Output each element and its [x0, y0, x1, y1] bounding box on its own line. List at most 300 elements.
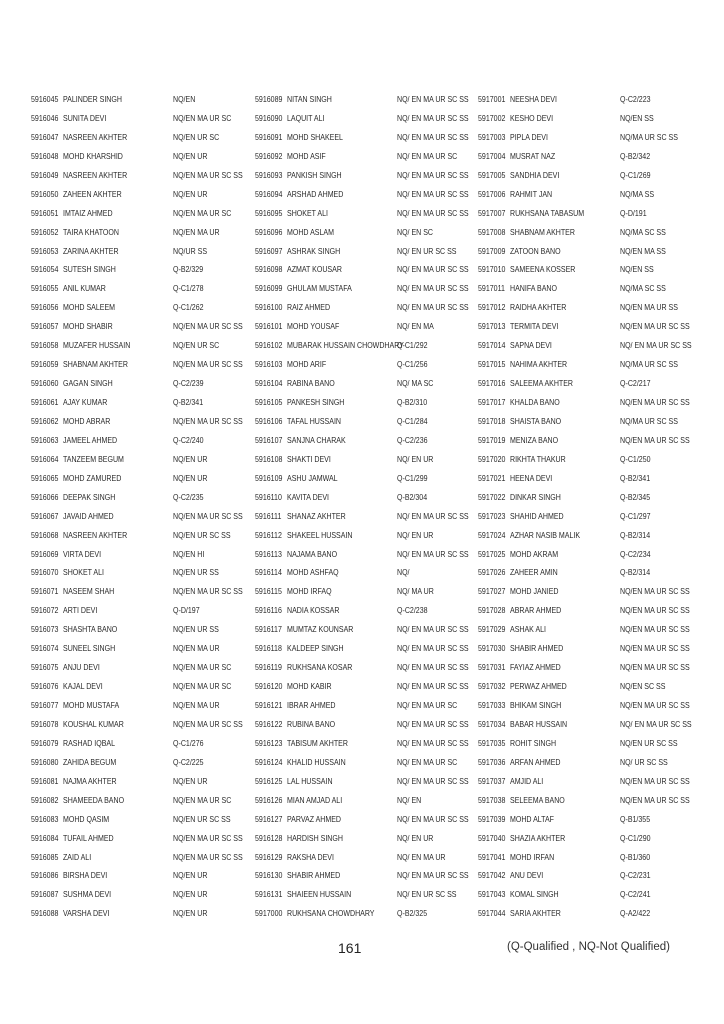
result-code: NQ/EN SC SS [620, 682, 666, 692]
candidate-name: SHABNAM AKHTER [63, 360, 128, 370]
table-row [255, 795, 480, 814]
table-row [478, 416, 703, 435]
table-row [31, 340, 256, 359]
candidate-name: NAJAMA BANO [287, 549, 338, 559]
table-row [31, 586, 256, 605]
result-code: Q-C2/231 [620, 871, 651, 881]
page-number: 161 [338, 940, 362, 956]
table-row [255, 170, 480, 189]
result-code: Q-C2/234 [620, 549, 651, 559]
roll-number: 5916075 [31, 663, 59, 673]
candidate-name: KHALDA BANO [510, 398, 560, 407]
result-code: NQ/EN MA UR [173, 227, 220, 237]
result-code: NQ/EN UR SC SS [173, 814, 231, 824]
table-row [478, 246, 703, 265]
candidate-name: FAYIAZ AHMED [510, 663, 561, 673]
result-code: NQ/MA UR SC SS [620, 132, 678, 142]
table-row [255, 605, 480, 624]
result-code: NQ/EN UR [173, 890, 208, 900]
roll-number: 5917012 [478, 303, 506, 313]
table-row [31, 814, 256, 833]
result-code: NQ/ EN MA UR SC SS [397, 549, 469, 559]
result-code: NQ/ EN UR [397, 530, 434, 540]
roll-number: 5916065 [31, 473, 59, 483]
candidate-name: ZARINA AKHTER [63, 246, 119, 256]
candidate-name: SAPNA DEVI [510, 341, 552, 351]
result-code: NQ/ EN MA UR SC SS [397, 170, 469, 180]
table-row [478, 700, 703, 719]
candidate-name: ZATOON BANO [510, 246, 561, 256]
candidate-name: PANKESH SINGH [287, 398, 345, 407]
table-row [255, 113, 480, 132]
candidate-name: MOHD ASIF [287, 151, 326, 161]
roll-number: 5917042 [478, 871, 506, 881]
result-code: NQ/EN MA UR SC SS [620, 663, 690, 673]
roll-number: 5916059 [31, 360, 59, 370]
candidate-name: BIRSHA DEVI [63, 871, 108, 881]
table-row [478, 227, 703, 246]
table-row [255, 473, 480, 492]
candidate-name: SHAIEEN HUSSAIN [287, 890, 352, 900]
table-row [255, 530, 480, 549]
table-row [255, 719, 480, 738]
result-code: NQ/ EN MA UR SC SS [397, 644, 469, 654]
candidate-name: BHIKAM SINGH [510, 701, 562, 710]
result-code: NQ/ EN [397, 795, 422, 805]
candidate-name: ANJU DEVI [63, 663, 100, 673]
result-code: Q-C2/241 [620, 890, 651, 900]
result-code: NQ/ EN MA UR SC SS [397, 113, 469, 123]
result-code: Q-C2/240 [173, 435, 204, 445]
table-row [478, 852, 703, 871]
result-code: NQ/EN MA UR SC [173, 663, 232, 673]
result-code: NQ/ EN SC [397, 227, 433, 237]
table-row [478, 435, 703, 454]
candidate-name: RUBINA BANO [287, 719, 336, 729]
table-row [478, 189, 703, 208]
table-row [31, 549, 256, 568]
table-row [478, 719, 703, 738]
candidate-name: ZAHIDA BEGUM [63, 757, 117, 767]
roll-number: 5916102 [255, 341, 283, 351]
roll-number: 5916125 [255, 776, 283, 786]
candidate-name: MIAN AMJAD ALI [287, 795, 343, 805]
table-row [255, 151, 480, 170]
candidate-name: KALDEEP SINGH [287, 644, 344, 654]
roll-number: 5916099 [255, 284, 283, 294]
table-row [255, 624, 480, 643]
candidate-name: NASEEM SHAH [63, 587, 115, 597]
candidate-name: IMTAIZ AHMED [63, 208, 113, 218]
roll-number: 5916050 [31, 189, 59, 199]
roll-number: 5916058 [31, 341, 59, 351]
candidate-name: TUFAIL AHMED [63, 833, 114, 843]
roll-number: 5916110 [255, 492, 282, 502]
roll-number: 5916111 [255, 511, 282, 521]
table-row [31, 852, 256, 871]
table-row [31, 738, 256, 757]
candidate-name: MOHD SHABIR [63, 322, 113, 332]
roll-number: 5916097 [255, 246, 283, 256]
candidate-name: MUSRAT NAZ [510, 151, 556, 161]
table-row [255, 397, 480, 416]
candidate-name: TERMITA DEVI [510, 322, 559, 332]
roll-number: 5916061 [31, 398, 59, 407]
candidate-name: SHAHID AHMED [510, 511, 564, 521]
table-row [478, 378, 703, 397]
roll-number: 5917039 [478, 814, 506, 824]
table-row [478, 151, 703, 170]
table-row [478, 757, 703, 776]
table-row [31, 302, 256, 321]
candidate-name: TAIRA KHATOON [63, 227, 119, 237]
candidate-name: ZAID ALI [63, 852, 92, 862]
table-row [478, 264, 703, 283]
roll-number: 5917028 [478, 606, 506, 616]
result-code: NQ/EN SS [620, 113, 654, 123]
result-code: NQ/ EN MA UR SC SS [397, 511, 469, 521]
roll-number: 5917035 [478, 738, 506, 748]
roll-number: 5916066 [31, 492, 59, 502]
roll-number: 5917026 [478, 568, 506, 578]
result-code: Q-C1/292 [397, 341, 428, 351]
result-code: Q-B2/345 [620, 492, 651, 502]
table-row [31, 908, 256, 927]
roll-number: 5916078 [31, 719, 59, 729]
result-code: NQ/EN UR [173, 189, 208, 199]
candidate-name: MOHD QASIM [63, 814, 110, 824]
candidate-name: MOHD JANIED [510, 587, 559, 597]
candidate-name: MUMTAZ KOUNSAR [287, 625, 354, 635]
roll-number: 5917005 [478, 170, 506, 180]
result-code: NQ/EN UR SS [173, 625, 219, 635]
roll-number: 5916071 [31, 587, 59, 597]
roll-number: 5916062 [31, 416, 59, 426]
table-row [255, 132, 480, 151]
candidate-name: PANKISH SINGH [287, 170, 342, 180]
roll-number: 5916121 [255, 701, 283, 710]
roll-number: 5916095 [255, 208, 283, 218]
result-code: NQ/EN MA UR SC SS [173, 416, 243, 426]
roll-number: 5916115 [255, 587, 282, 597]
roll-number: 5916046 [31, 113, 59, 123]
candidate-name: NAJMA AKHTER [63, 776, 117, 786]
table-row [31, 624, 256, 643]
candidate-name: MOHD IRFAN [510, 852, 555, 862]
candidate-name: MOHD ALTAF [510, 814, 554, 824]
result-code: Q-C2/217 [620, 379, 651, 389]
result-code: NQ/ EN MA UR SC [397, 151, 458, 161]
table-row [478, 94, 703, 113]
roll-number: 5917031 [478, 663, 506, 673]
roll-number: 5916104 [255, 379, 283, 389]
result-code: NQ/EN UR SC [173, 341, 220, 351]
candidate-name: GAGAN SINGH [63, 379, 113, 389]
table-row [255, 833, 480, 852]
result-code: NQ/UR SS [173, 246, 208, 256]
result-code: Q-C1/290 [620, 833, 651, 843]
table-row [255, 681, 480, 700]
table-row [478, 530, 703, 549]
roll-number: 5917043 [478, 890, 506, 900]
result-code: NQ/ EN UR SC SS [397, 246, 457, 256]
table-row [478, 605, 703, 624]
candidate-name: ARFAN AHMED [510, 757, 561, 767]
result-code: NQ/ EN MA UR SC SS [397, 284, 469, 294]
roll-number: 5916128 [255, 833, 283, 843]
result-code: NQ/ EN MA UR [397, 852, 446, 862]
table-row [255, 870, 480, 889]
candidate-name: NEESHA DEVI [510, 95, 557, 104]
result-code: NQ/ EN MA UR SC [397, 701, 458, 710]
result-code: NQ/EN MA UR SC SS [173, 852, 243, 862]
result-code: Q-C1/278 [173, 284, 204, 294]
roll-number: 5916067 [31, 511, 59, 521]
candidate-name: MUBARAK HUSSAIN CHOWDHARY [287, 341, 404, 351]
result-code: NQ/EN HI [173, 549, 205, 559]
result-code: NQ/EN MA UR SS [620, 303, 678, 313]
table-row [255, 359, 480, 378]
roll-number: 5916068 [31, 530, 59, 540]
table-row [31, 719, 256, 738]
table-row [31, 208, 256, 227]
result-code: NQ/EN MA UR SC SS [620, 644, 690, 654]
candidate-name: MOHD IRFAQ [287, 587, 332, 597]
table-row [478, 208, 703, 227]
result-code: NQ/EN UR [173, 909, 208, 919]
table-row [31, 94, 256, 113]
roll-number: 5916080 [31, 757, 59, 767]
table-row [31, 283, 256, 302]
table-row [478, 397, 703, 416]
table-row [31, 530, 256, 549]
candidate-name: MOHD ABRAR [63, 416, 111, 426]
result-code: NQ/EN MA UR SC SS [620, 625, 690, 635]
candidate-name: SANJNA CHARAK [287, 435, 346, 445]
result-code: NQ/ EN MA UR SC SS [397, 95, 469, 104]
candidate-name: MOHD ZAMURED [63, 473, 122, 483]
candidate-name: KOMAL SINGH [510, 890, 559, 900]
table-row [31, 662, 256, 681]
result-code: NQ/ EN MA UR SC SS [397, 625, 469, 635]
table-row [478, 814, 703, 833]
candidate-name: KAVITA DEVI [287, 492, 330, 502]
table-row [255, 567, 480, 586]
candidate-name: ASHRAK SINGH [287, 246, 341, 256]
table-row [255, 378, 480, 397]
roll-number: 5916098 [255, 265, 283, 275]
result-code: Q-B2/329 [173, 265, 204, 275]
candidate-name: SHAMEEDA BANO [63, 795, 125, 805]
candidate-name: MOHD MUSTAFA [63, 701, 120, 710]
candidate-name: PERWAZ AHMED [510, 682, 567, 692]
candidate-name: MUZAFER HUSSAIN [63, 341, 131, 351]
roll-number: 5916079 [31, 738, 59, 748]
roll-number: 5916109 [255, 473, 283, 483]
roll-number: 5916049 [31, 170, 59, 180]
table-row [31, 227, 256, 246]
table-row [478, 643, 703, 662]
roll-number: 5917018 [478, 416, 506, 426]
result-code: NQ/EN UR [173, 454, 208, 464]
candidate-name: JAVAID AHMED [63, 511, 114, 521]
table-row [255, 435, 480, 454]
result-code: Q-C1/276 [173, 738, 204, 748]
result-code: NQ/EN MA UR SC SS [173, 322, 243, 332]
candidate-name: KOUSHAL KUMAR [63, 719, 124, 729]
candidate-name: SARIA AKHTER [510, 909, 561, 919]
candidate-name: ANIL KUMAR [63, 284, 106, 294]
result-code: NQ/EN [173, 95, 196, 104]
table-row [478, 908, 703, 927]
candidate-name: SHAKEEL HUSSAIN [287, 530, 353, 540]
result-code: NQ/EN MA UR SC [173, 795, 232, 805]
result-code: NQ/EN MA UR SC SS [620, 587, 690, 597]
candidate-name: DINKAR SINGH [510, 492, 561, 502]
candidate-name: TABISUM AKHTER [287, 738, 348, 748]
candidate-name: RUKHSANA CHOWDHARY [287, 909, 375, 919]
result-code: NQ/EN MA UR SC SS [620, 701, 690, 710]
roll-number: 5917037 [478, 776, 506, 786]
table-row [478, 113, 703, 132]
result-code: Q-B2/314 [620, 530, 651, 540]
result-code: NQ/EN MA UR SC SS [620, 776, 690, 786]
candidate-name: MOHD KHARSHID [63, 151, 123, 161]
candidate-name: HARDISH SINGH [287, 833, 343, 843]
result-code: Q-C2/236 [397, 435, 428, 445]
candidate-name: SHAISTA BANO [510, 416, 562, 426]
result-code: Q-C2/223 [620, 95, 651, 104]
candidate-name: MENIZA BANO [510, 435, 559, 445]
roll-number: 5917022 [478, 492, 506, 502]
roll-number: 5917014 [478, 341, 506, 351]
result-code: NQ/EN UR [173, 473, 208, 483]
candidate-name: ROHIT SINGH [510, 738, 557, 748]
table-row [255, 889, 480, 908]
candidate-name: GHULAM MUSTAFA [287, 284, 352, 294]
roll-number: 5916090 [255, 113, 283, 123]
table-row [255, 246, 480, 265]
candidate-name: KHALID HUSSAIN [287, 757, 346, 767]
candidate-name: NASREEN AKHTER [63, 530, 128, 540]
candidate-name: RAIDHA AKHTER [510, 303, 567, 313]
candidate-name: SAMEENA KOSSER [510, 265, 576, 275]
roll-number: 5916108 [255, 454, 283, 464]
result-code: Q-D/197 [173, 606, 200, 616]
roll-number: 5916077 [31, 701, 59, 710]
candidate-name: RUKHSANA KOSAR [287, 663, 353, 673]
result-code: Q-C1/256 [397, 360, 428, 370]
table-row [255, 302, 480, 321]
result-code: Q-B2/341 [620, 473, 651, 483]
table-row [478, 870, 703, 889]
table-row [478, 776, 703, 795]
candidate-name: JAMEEL AHMED [63, 435, 118, 445]
table-row [478, 833, 703, 852]
result-code: NQ/ EN MA UR SC SS [397, 814, 469, 824]
roll-number: 5916069 [31, 549, 59, 559]
roll-number: 5917021 [478, 473, 506, 483]
result-code: NQ/ EN MA UR SC SS [397, 303, 469, 313]
table-row [31, 397, 256, 416]
candidate-name: SUTESH SINGH [63, 265, 116, 275]
result-code: NQ/EN MA UR SC [173, 682, 232, 692]
roll-number: 5917034 [478, 719, 506, 729]
roll-number: 5917019 [478, 435, 506, 445]
table-row [478, 567, 703, 586]
result-code: NQ/MA SC SS [620, 227, 666, 237]
candidate-name: ASHU JAMWAL [287, 473, 338, 483]
roll-number: 5916051 [31, 208, 59, 218]
roll-number: 5916070 [31, 568, 59, 578]
result-code: NQ/EN MA UR [173, 644, 220, 654]
candidate-name: HEENA DEVI [510, 473, 553, 483]
candidate-name: NASREEN AKHTER [63, 132, 128, 142]
table-row [255, 511, 480, 530]
table-row [478, 359, 703, 378]
table-row [478, 795, 703, 814]
table-row [478, 340, 703, 359]
roll-number: 5916112 [255, 530, 282, 540]
result-code: NQ/MA SC SS [620, 284, 666, 294]
roll-number: 5916082 [31, 795, 59, 805]
roll-number: 5916089 [255, 95, 283, 104]
roll-number: 5917016 [478, 379, 506, 389]
table-row [255, 492, 480, 511]
candidate-name: RABINA BANO [287, 379, 335, 389]
candidate-name: AZHAR NASIB MALIK [510, 530, 581, 540]
table-row [31, 321, 256, 340]
result-code: NQ/EN MA UR SC SS [620, 606, 690, 616]
roll-number: 5916107 [255, 435, 283, 445]
roll-number: 5916122 [255, 719, 283, 729]
table-row [31, 776, 256, 795]
table-row [31, 795, 256, 814]
table-row [478, 681, 703, 700]
candidate-name: ARSHAD AHMED [287, 189, 344, 199]
result-code: NQ/ EN MA UR SC SS [397, 663, 469, 673]
result-code: Q-B2/342 [620, 151, 651, 161]
roll-number: 5917030 [478, 644, 506, 654]
table-row [478, 662, 703, 681]
candidate-name: SANDHIA DEVI [510, 170, 560, 180]
roll-number: 5916116 [255, 606, 282, 616]
roll-number: 5916100 [255, 303, 283, 313]
table-row [31, 246, 256, 265]
result-code: NQ/ EN MA UR SC SS [397, 265, 469, 275]
result-code: NQ/MA SS [620, 189, 655, 199]
result-code: NQ/ UR SC SS [620, 757, 668, 767]
result-code: Q-A2/422 [620, 909, 651, 919]
candidate-name: AZMAT KOUSAR [287, 265, 342, 275]
roll-number: 5916118 [255, 644, 282, 654]
roll-number: 5917020 [478, 454, 506, 464]
table-row [478, 283, 703, 302]
table-row [478, 454, 703, 473]
roll-number: 5916101 [255, 322, 283, 332]
roll-number: 5916063 [31, 435, 59, 445]
candidate-name: SHANAZ AKHTER [287, 511, 346, 521]
roll-number: 5916106 [255, 416, 283, 426]
result-code: NQ/ EN MA UR SC SS [620, 341, 692, 351]
result-code: Q-B2/341 [173, 398, 204, 407]
roll-number: 5916083 [31, 814, 59, 824]
table-row [478, 321, 703, 340]
result-code: NQ/ EN MA UR SC SS [397, 776, 469, 786]
result-code: Q-C2/239 [173, 379, 204, 389]
roll-number: 5916091 [255, 132, 283, 142]
roll-number: 5917017 [478, 398, 506, 407]
